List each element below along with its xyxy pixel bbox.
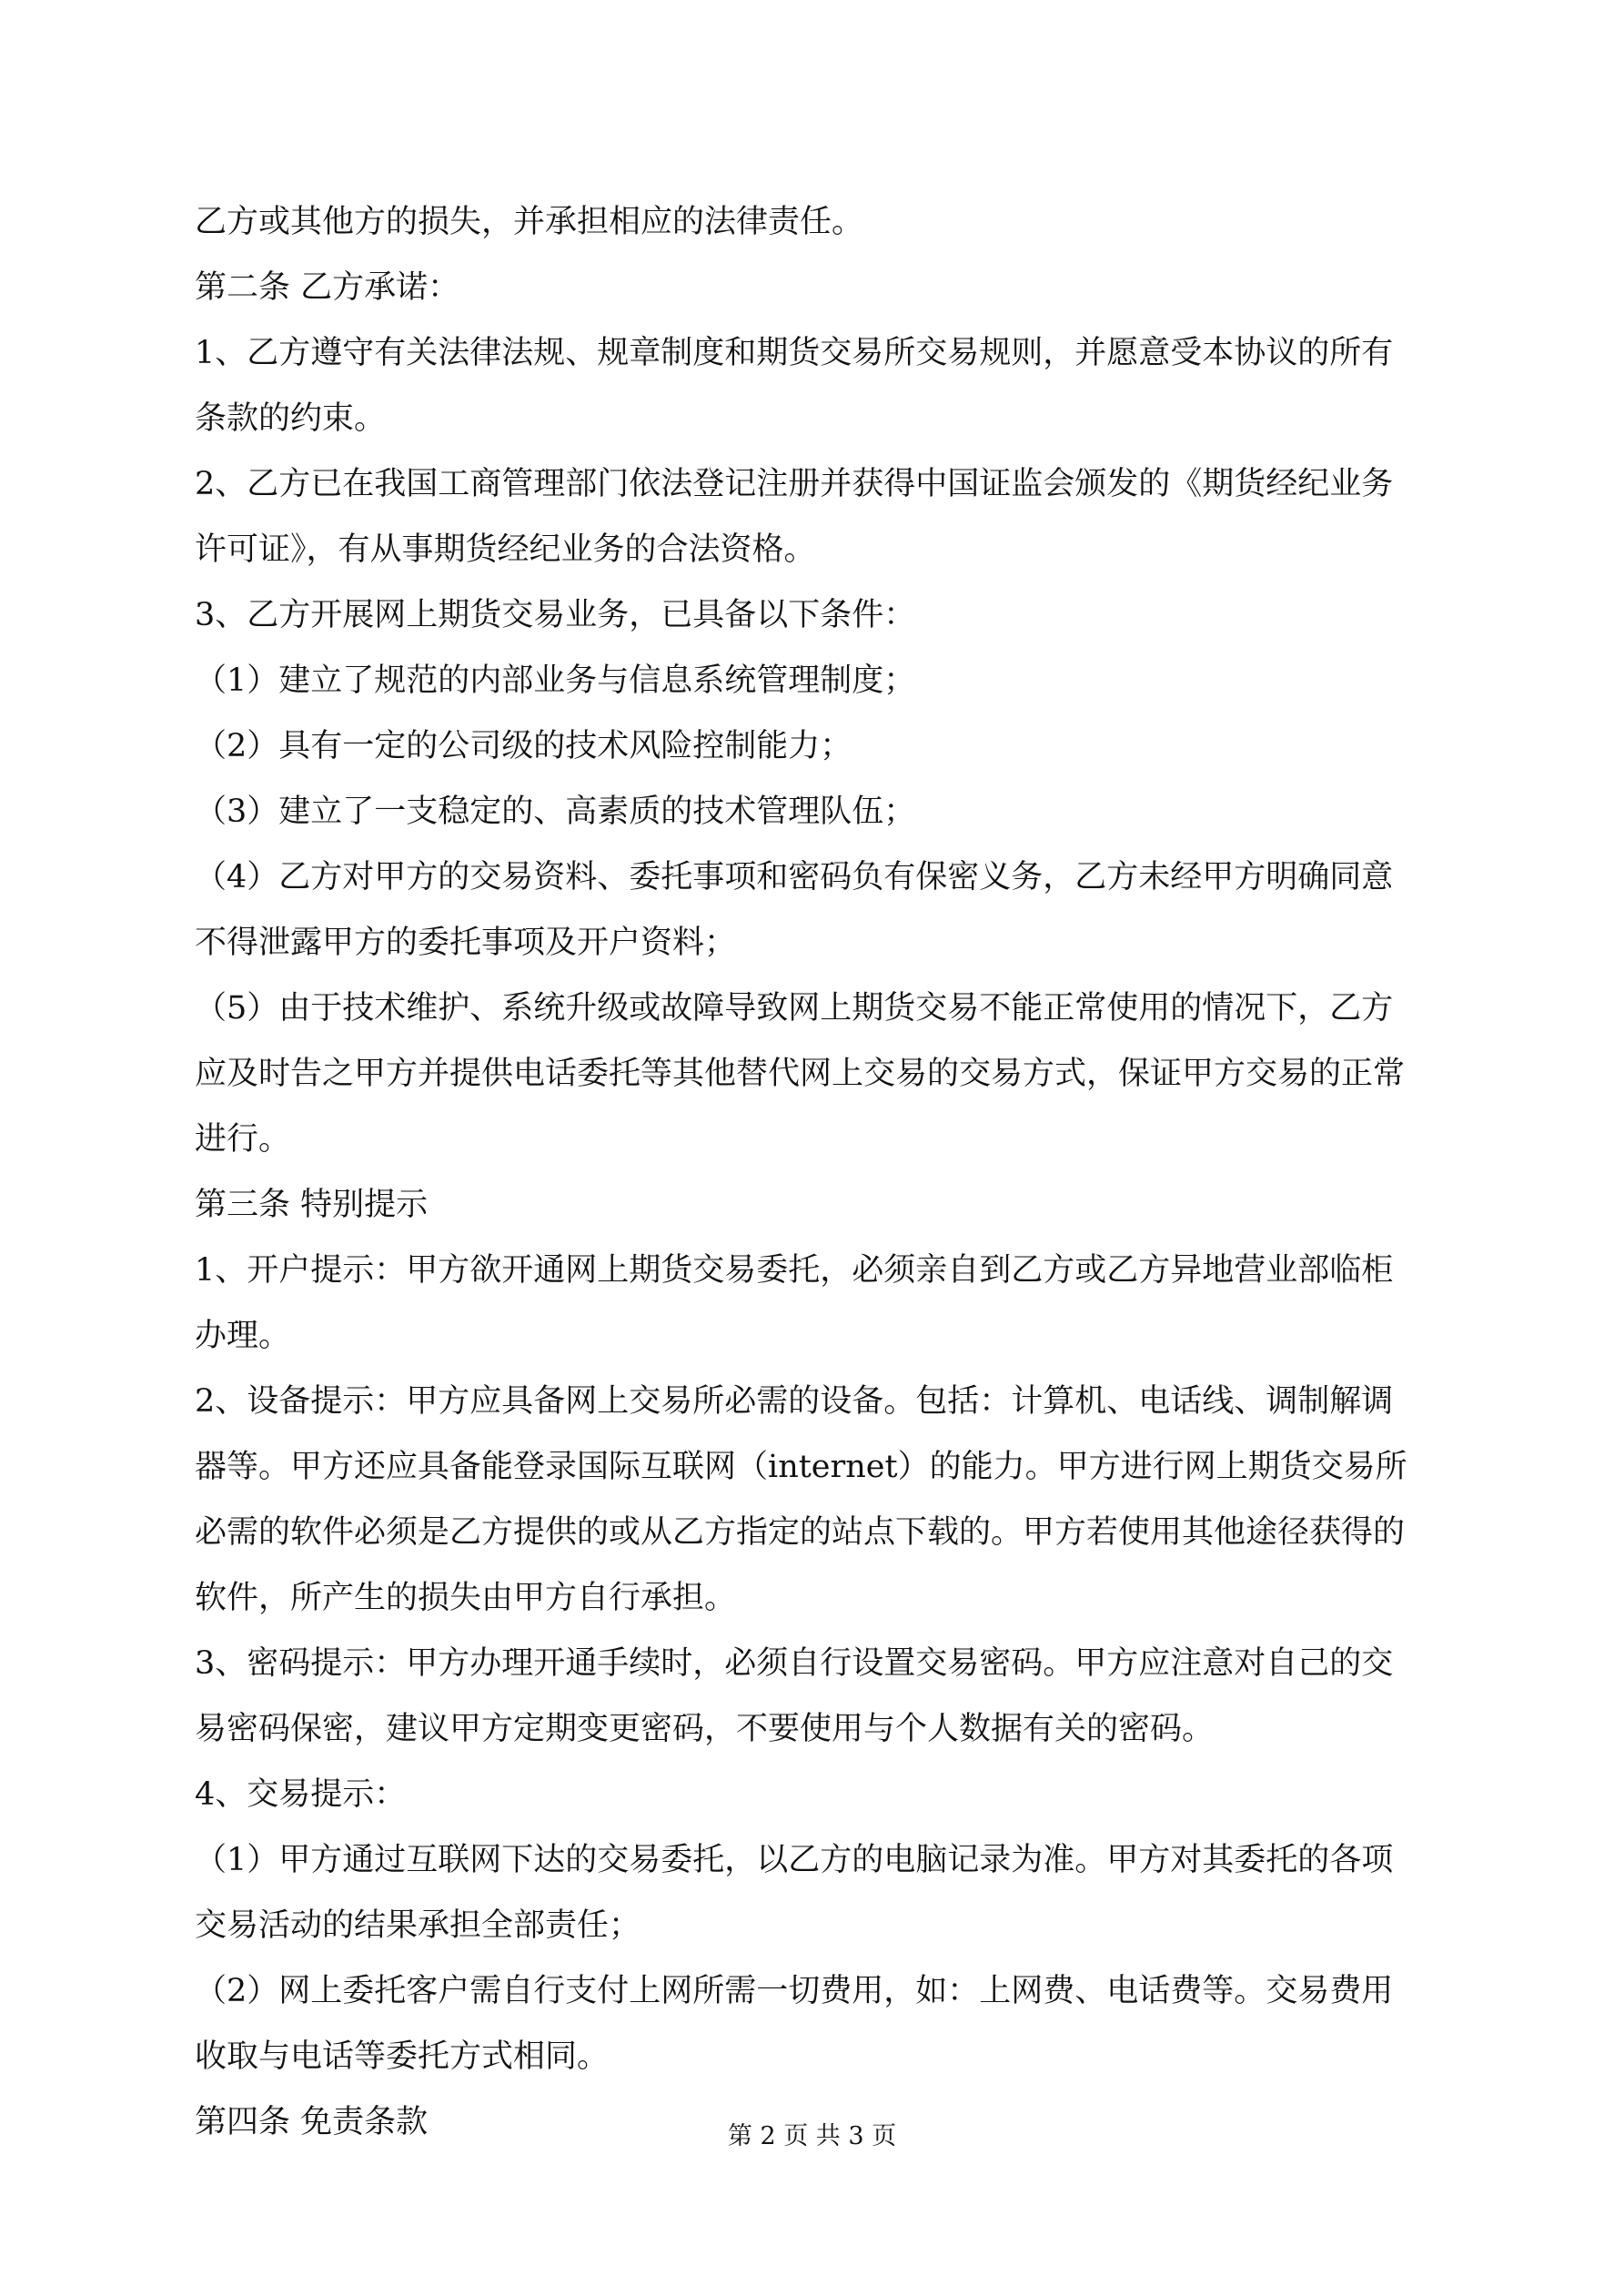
paragraph-3-1 [195,1238,1437,1369]
text-line: （1）甲方通过互联网下达的交易委托，以乙方的电脑记录为准。甲方对其委托的各项 [195,1842,1394,1878]
text-line: （2）网上委托客户需自行支付上网所需一切费用，如：上网费、电话费等。交易费用 [195,1973,1394,2009]
paragraph-3-2 [195,1369,1437,1631]
condition-item-2 [195,713,1437,779]
trade-item-1 [195,1827,1437,1958]
page-number: 第 2 页 共 3 页 [727,2122,897,2150]
text-line: （4）乙方对甲方的交易资料、委托事项和密码负有保密义务，乙方未经甲方明确同意 [195,859,1394,895]
text-line: 交易活动的结果承担全部责任； [195,1907,641,1944]
text-line: （5）由于技术维护、系统升级或故障导致网上期货交易不能正常使用的情况下，乙方 [195,990,1394,1027]
text-line: 第四条 免责条款 [195,2104,429,2140]
text-line: 4、交易提示： [195,1776,407,1813]
text-line: 软件，所产生的损失由甲方自行承担。 [195,1580,737,1616]
paragraph-closing-clause [195,189,1437,255]
paragraph-3-3 [195,1631,1437,1762]
text-line: 进行。 [195,1121,291,1158]
text-line: 办理。 [195,1318,291,1354]
trade-item-2 [195,1958,1437,2089]
article-3-heading [195,1172,1437,1238]
text-line: 1、开户提示：甲方欲开通网上期货交易委托，必须亲自到乙方或乙方异地营业部临柜 [195,1252,1394,1289]
text-line: 乙方或其他方的损失，并承担相应的法律责任。 [195,204,864,240]
paragraph-3-4 [195,1762,1437,1827]
text-line: 必需的软件必须是乙方提供的或从乙方指定的站点下载的。甲方若使用其他途径获得的 [195,1514,1406,1551]
text-line: 2、乙方已在我国工商管理部门依法登记注册并获得中国证监会颁发的《期货经纪业务 [195,466,1394,502]
text-line: 不得泄露甲方的委托事项及开户资料； [195,925,737,961]
text-line: 易密码保密，建议甲方定期变更密码，不要使用与个人数据有关的密码。 [195,1711,1215,1747]
text-line: 器等。甲方还应具备能登录国际互联网（internet）的能力。甲方进行网上期货交易所 [195,1449,1407,1485]
text-line: 2、设备提示：甲方应具备网上交易所必需的设备。包括：计算机、电话线、调制解调 [195,1383,1394,1420]
text-line: 3、乙方开展网上期货交易业务，已具备以下条件： [195,597,916,633]
text-line: 条款的约束。 [195,400,387,437]
text-line: 第二条 乙方承诺： [195,269,460,306]
text-line: （2）具有一定的公司级的技术风险控制能力； [195,728,852,764]
condition-item-4 [195,845,1437,976]
text-line: （3）建立了一支稳定的、高素质的技术管理队伍； [195,794,916,830]
condition-item-5 [195,976,1437,1172]
text-line: （1）建立了规范的内部业务与信息系统管理制度； [195,663,916,699]
paragraph-2-3 [195,582,1437,648]
text-line: 第三条 特别提示 [195,1187,429,1223]
condition-item-1 [195,648,1437,713]
paragraph-2-1 [195,320,1437,451]
condition-item-3 [195,779,1437,845]
text-line: 许可证》，有从事期货经纪业务的合法资格。 [195,531,816,568]
paragraph-2-2 [195,451,1437,582]
text-line: 1、乙方遵守有关法律法规、规章制度和期货交易所交易规则，并愿意受本协议的所有 [195,335,1394,371]
text-line: 收取与电话等委托方式相同。 [195,2038,610,2075]
document-body [195,189,1437,2155]
text-line: 3、密码提示：甲方办理开通手续时，必须自行设置交易密码。甲方应注意对自己的交 [195,1645,1394,1682]
text-line: 应及时告之甲方并提供电话委托等其他替代网上交易的交易方式，保证甲方交易的正常 [195,1056,1406,1092]
article-2-heading [195,255,1437,320]
